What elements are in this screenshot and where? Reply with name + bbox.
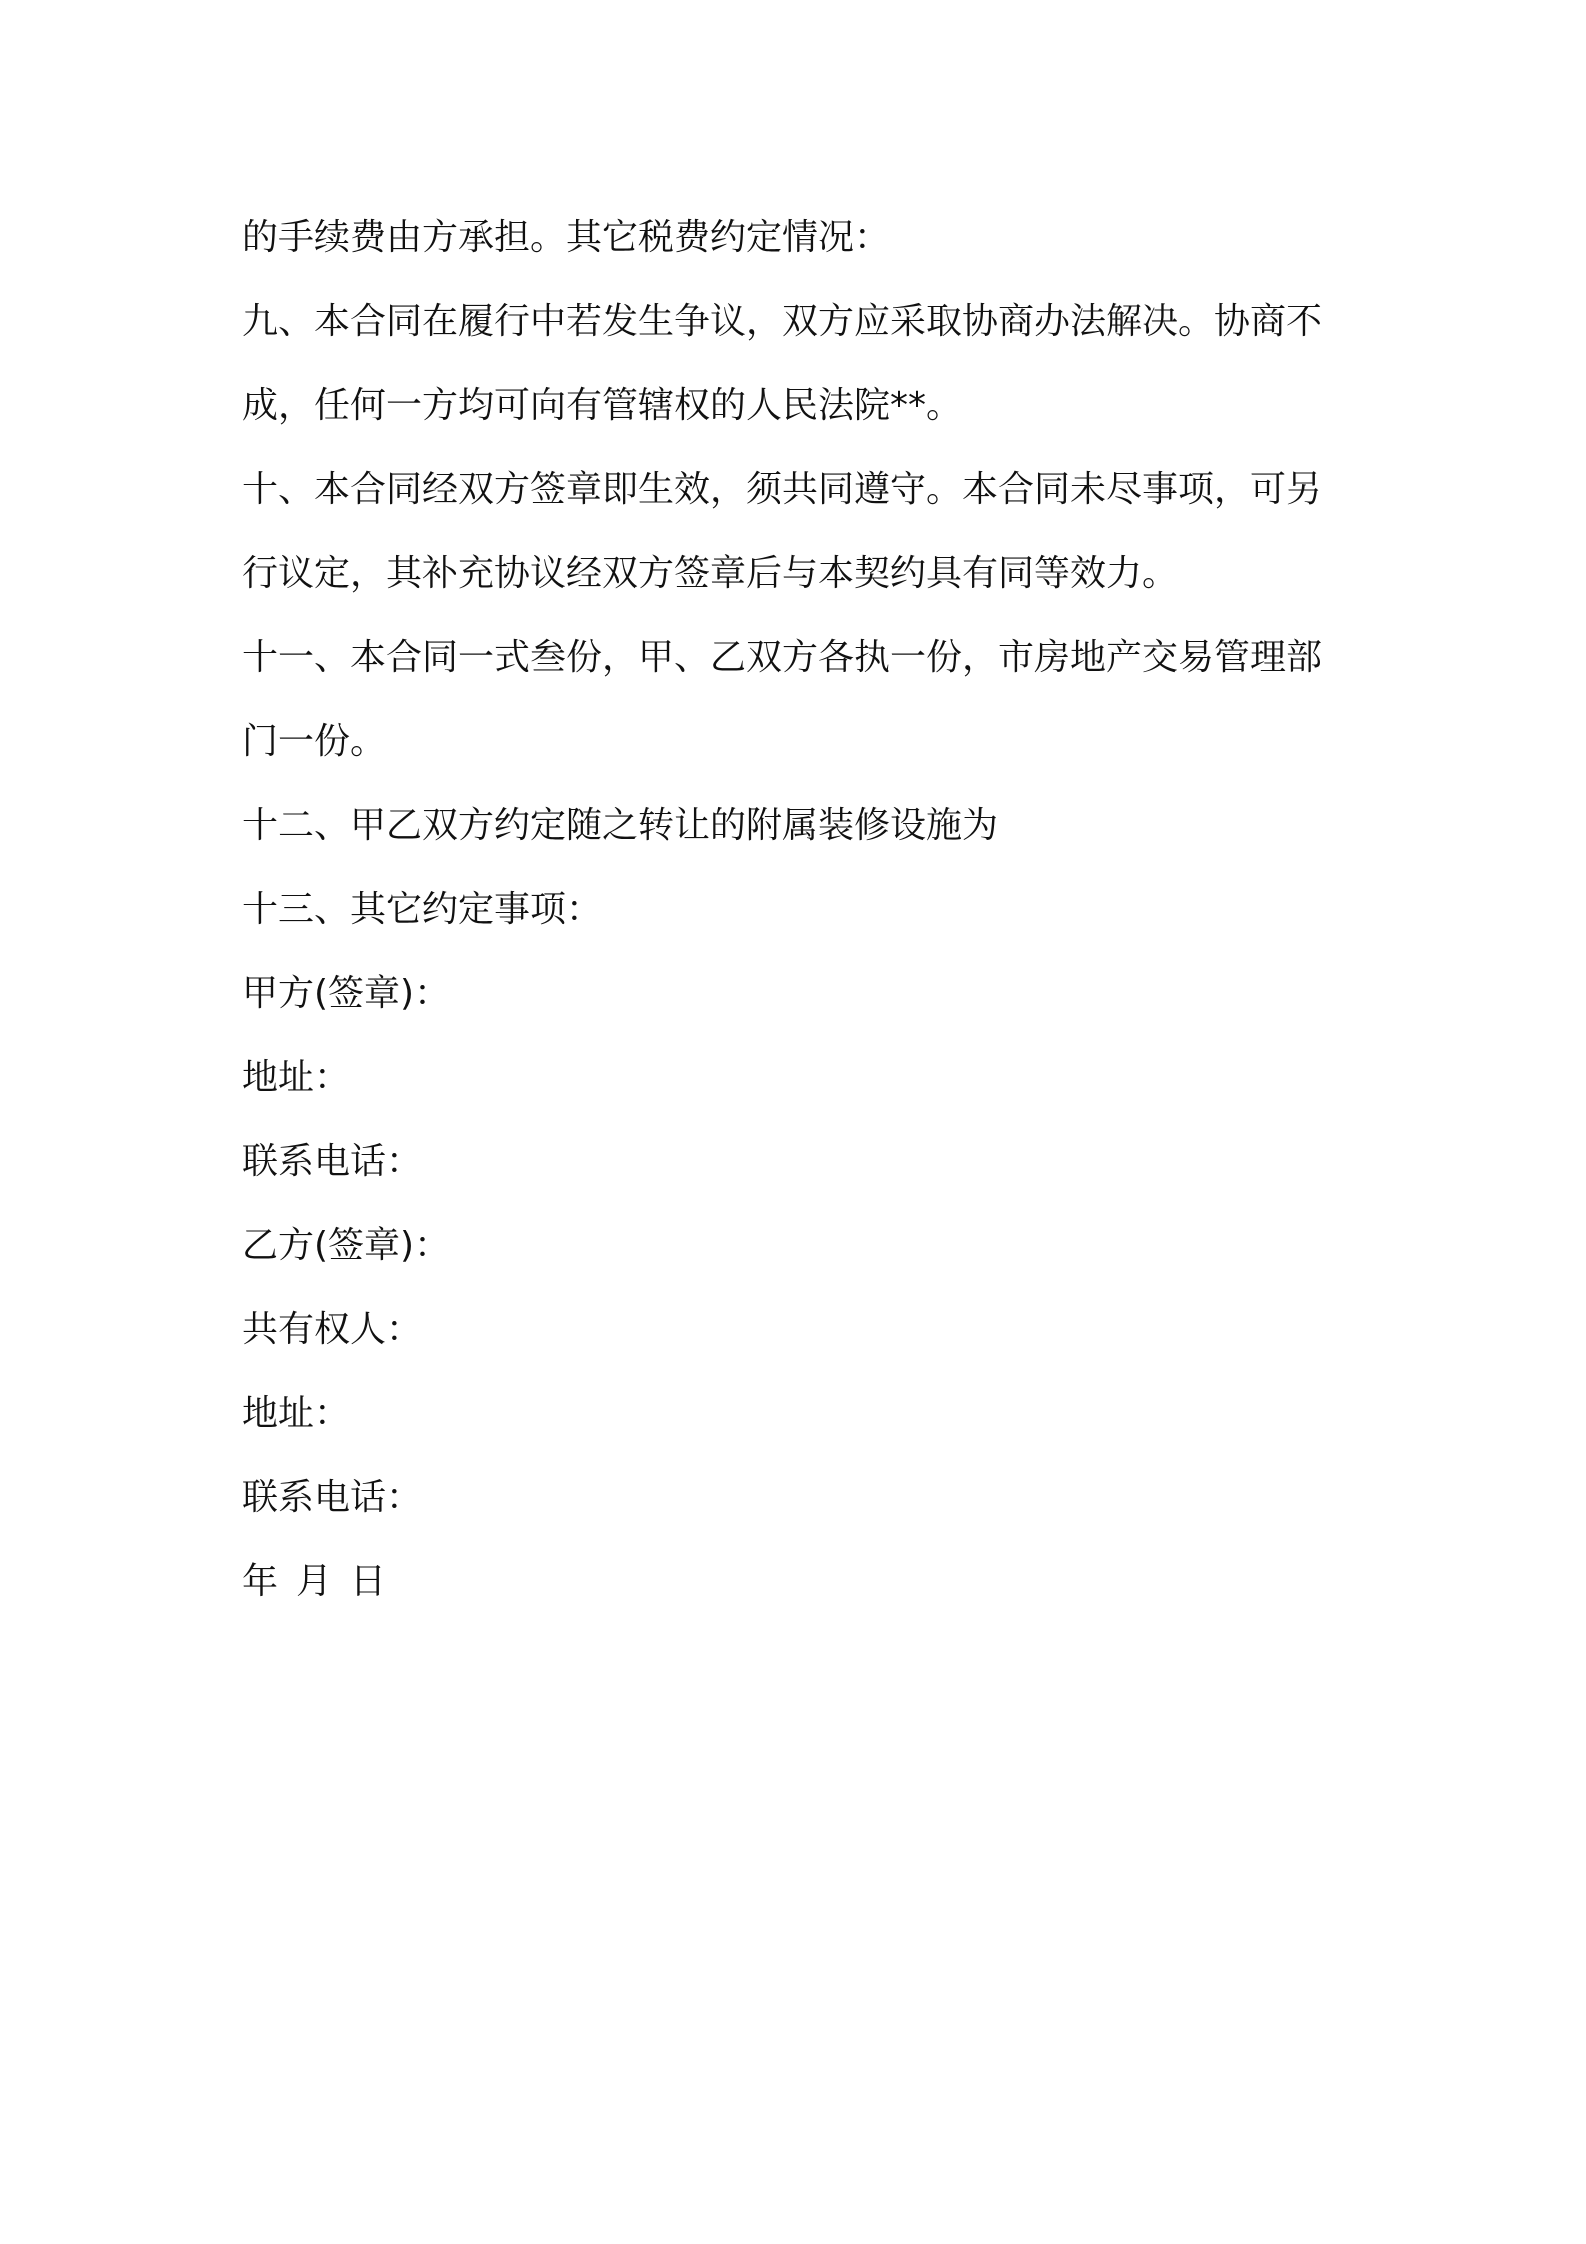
clause-10-line-1: 十、本合同经双方签章即生效，须共同遵守。本合同未尽事项，可另 [242, 469, 1323, 510]
clause-11-line-2: 门一份。 [242, 721, 387, 762]
party-b-phone-label: 联系电话： [242, 1477, 423, 1518]
date-year-label: 年 [242, 1561, 279, 1602]
date-month-label: 月 [296, 1561, 333, 1602]
date-line [242, 1540, 1362, 1624]
party-a-signature-label: 甲方(签章)： [242, 973, 451, 1014]
party-b-address-label: 地址： [242, 1393, 351, 1434]
clause-11-line-1: 十一、本合同一式叁份，甲、乙双方各执一份，市房地产交易管理部 [242, 637, 1323, 678]
clause-13: 十三、其它约定事项： [242, 889, 603, 930]
co-owner-label: 共有权人： [242, 1309, 423, 1350]
party-b-signature-label: 乙方(签章)： [242, 1225, 451, 1266]
date-day-label: 日 [350, 1561, 387, 1602]
party-a-address-label: 地址： [242, 1057, 351, 1098]
clause-9-line-1: 九、本合同在履行中若发生争议，双方应采取协商办法解决。协商不 [242, 301, 1323, 342]
clause-10-line-2: 行议定，其补充协议经双方签章后与本契约具有同等效力。 [242, 553, 1179, 594]
party-a-phone-label: 联系电话： [242, 1141, 423, 1182]
text-line-fees: 的手续费由方承担。其它税费约定情况： [242, 217, 891, 258]
document-body [242, 196, 1362, 1624]
clause-12: 十二、甲乙双方约定随之转让的附属装修设施为 [242, 805, 999, 846]
clause-9-line-2: 成，任何一方均可向有管辖权的人民法院**。 [242, 385, 963, 426]
